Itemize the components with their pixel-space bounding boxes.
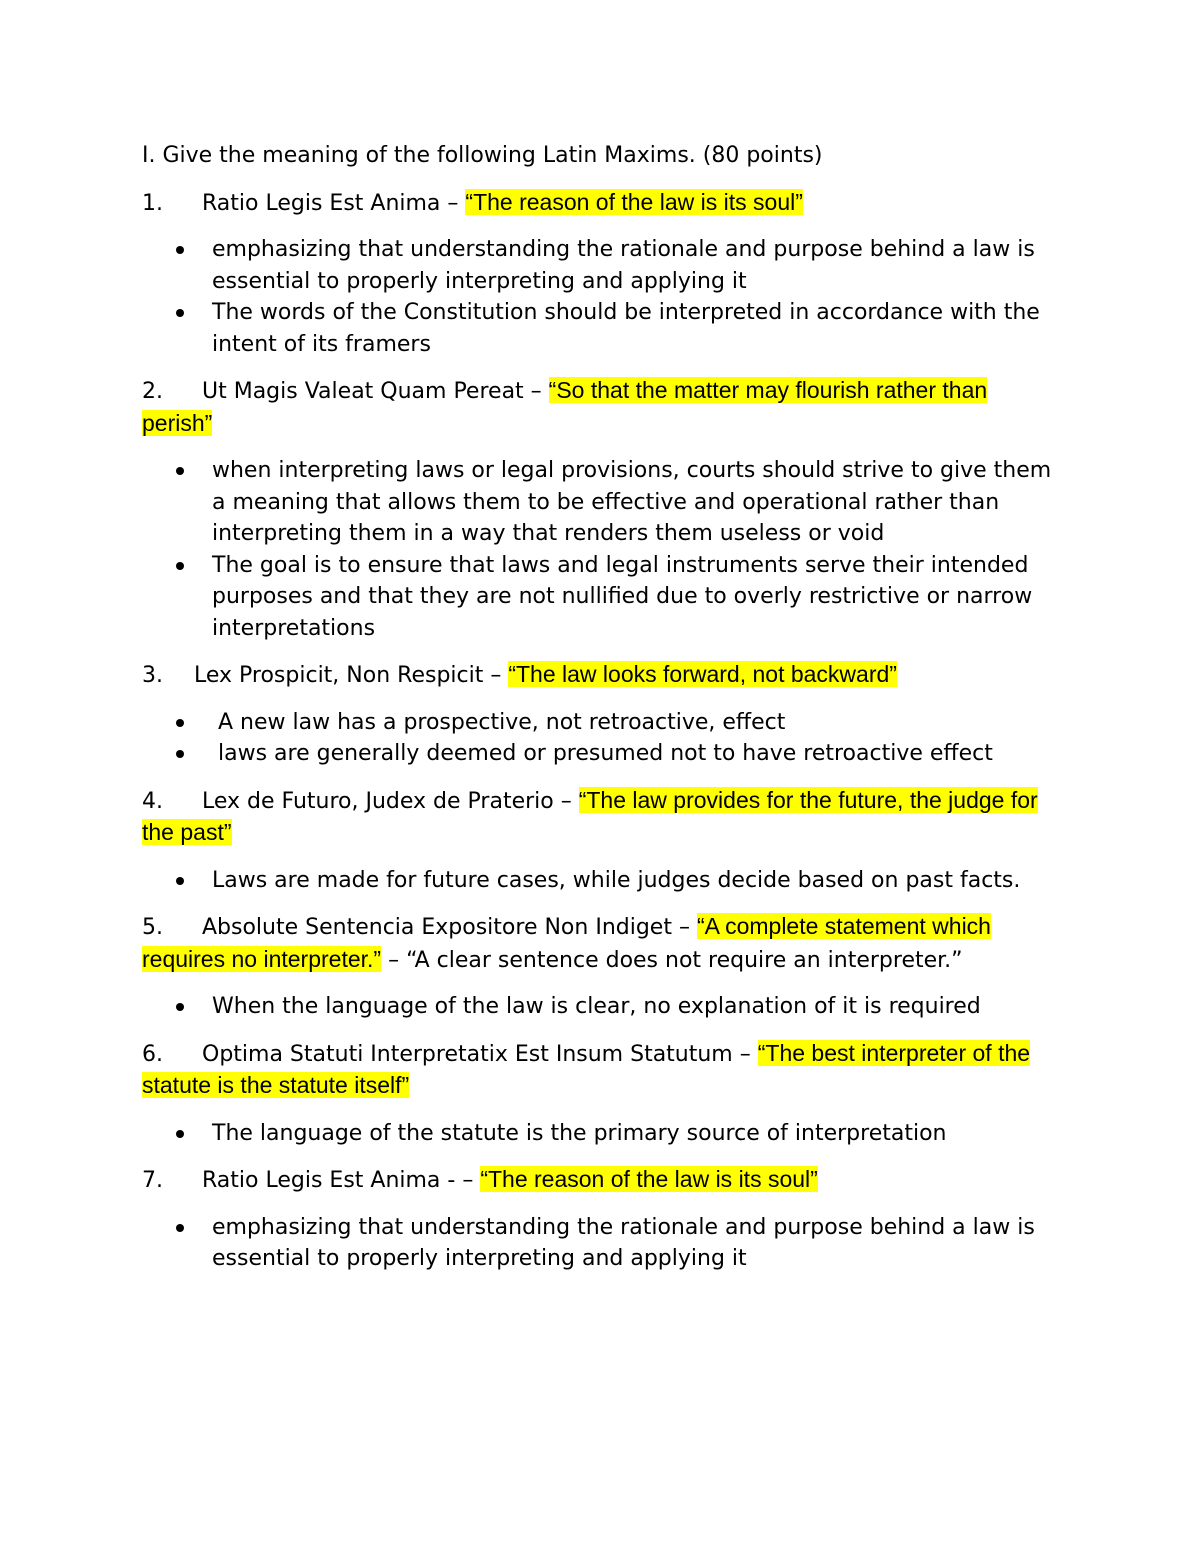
maxim-item [142,375,1062,440]
section-heading: I. Give the meaning of the following Latin Maxims. (80 points) [142,143,823,168]
maxim-meaning-highlight: “The reason of the law is its soul” [465,188,803,215]
item-number: 1. [142,190,163,216]
document-body [142,140,1062,1290]
bullet-point: laws are generally deemed or presumed not to have retroactive effect [142,738,1062,770]
bullet-list [142,455,1062,644]
bullet-point: When the language of the law is clear, no explanation of it is required [142,991,1062,1023]
item-number: 7. [142,1168,163,1193]
maxim-latin: Ratio Legis Est Anima - – [202,1168,481,1193]
maxim-meaning-highlight: “The best interpreter of the statute is the statute itself” [142,1039,1031,1098]
bullet-point: emphasizing that understanding the rationale and purpose behind a law is essential to properly interpreting and applying it [142,1212,1062,1275]
item-number: 6. [142,1041,163,1067]
maxim-latin: Optima Statuti Interpretatix Est Insum Statutum – [202,1041,758,1067]
maxim-item [142,1164,1062,1197]
bullet-point: Laws are made for future cases, while judges decide based on past facts. [142,865,1062,897]
bullet-list [142,234,1062,360]
maxim-item [142,187,1062,220]
maxim-latin: Lex de Futuro, Judex de Praterio – [202,788,579,814]
item-number: 3. [142,663,163,688]
maxim-latin: Lex Prospicit, Non Respicit – [194,663,509,688]
bullet-point: The words of the Constitution should be interpreted in accordance with the intent of its framers [142,297,1062,360]
maxim-meaning-highlight: “The law provides for the future, the judge for the past” [142,786,1038,845]
bullet-list [142,1212,1062,1275]
bullet-list [142,1118,1062,1150]
maxim-meaning-highlight: “The law looks forward, not backward” [508,661,897,687]
item-number: 2. [142,379,163,404]
item-number: 4. [142,788,163,814]
maxim-latin: Absolute Sentencia Expositore Non Indiget – [202,915,697,940]
bullet-point: emphasizing that understanding the rationale and purpose behind a law is essential to properly interpreting and applying it [142,234,1062,297]
maxim-item [142,785,1062,850]
item-number: 5. [142,915,163,940]
maxim-latin: Ut Magis Valeat Quam Pereat – [202,379,549,404]
bullet-list [142,991,1062,1023]
bullet-list [142,707,1062,770]
maxim-meaning-highlight: “A complete statement which requires no interpreter.” [142,913,991,972]
bullet-point: when interpreting laws or legal provisions, courts should strive to give them a meaning that allows them to be effective and operational rather than interpreting them in a way that renders them useless or void [142,455,1062,550]
maxim-item [142,659,1062,692]
maxim-meaning-highlight: “The reason of the law is its soul” [480,1166,818,1192]
bullet-point: The language of the statute is the primary source of interpretation [142,1118,1062,1150]
maxim-latin: Ratio Legis Est Anima – [202,190,466,216]
maxim-item [142,911,1062,976]
maxim-alt-meaning: – “A clear sentence does not require an interpreter.” [381,947,963,973]
bullet-point: The goal is to ensure that laws and legal instruments serve their intended purposes and that they are not nullified due to overly restrictive or narrow interpretations [142,550,1062,645]
bullet-point: A new law has a prospective, not retroactive, effect [142,707,1062,739]
maxim-item [142,1038,1062,1103]
bullet-list [142,865,1062,897]
maxim-meaning-highlight: “So that the matter may flourish rather than perish” [142,377,988,436]
